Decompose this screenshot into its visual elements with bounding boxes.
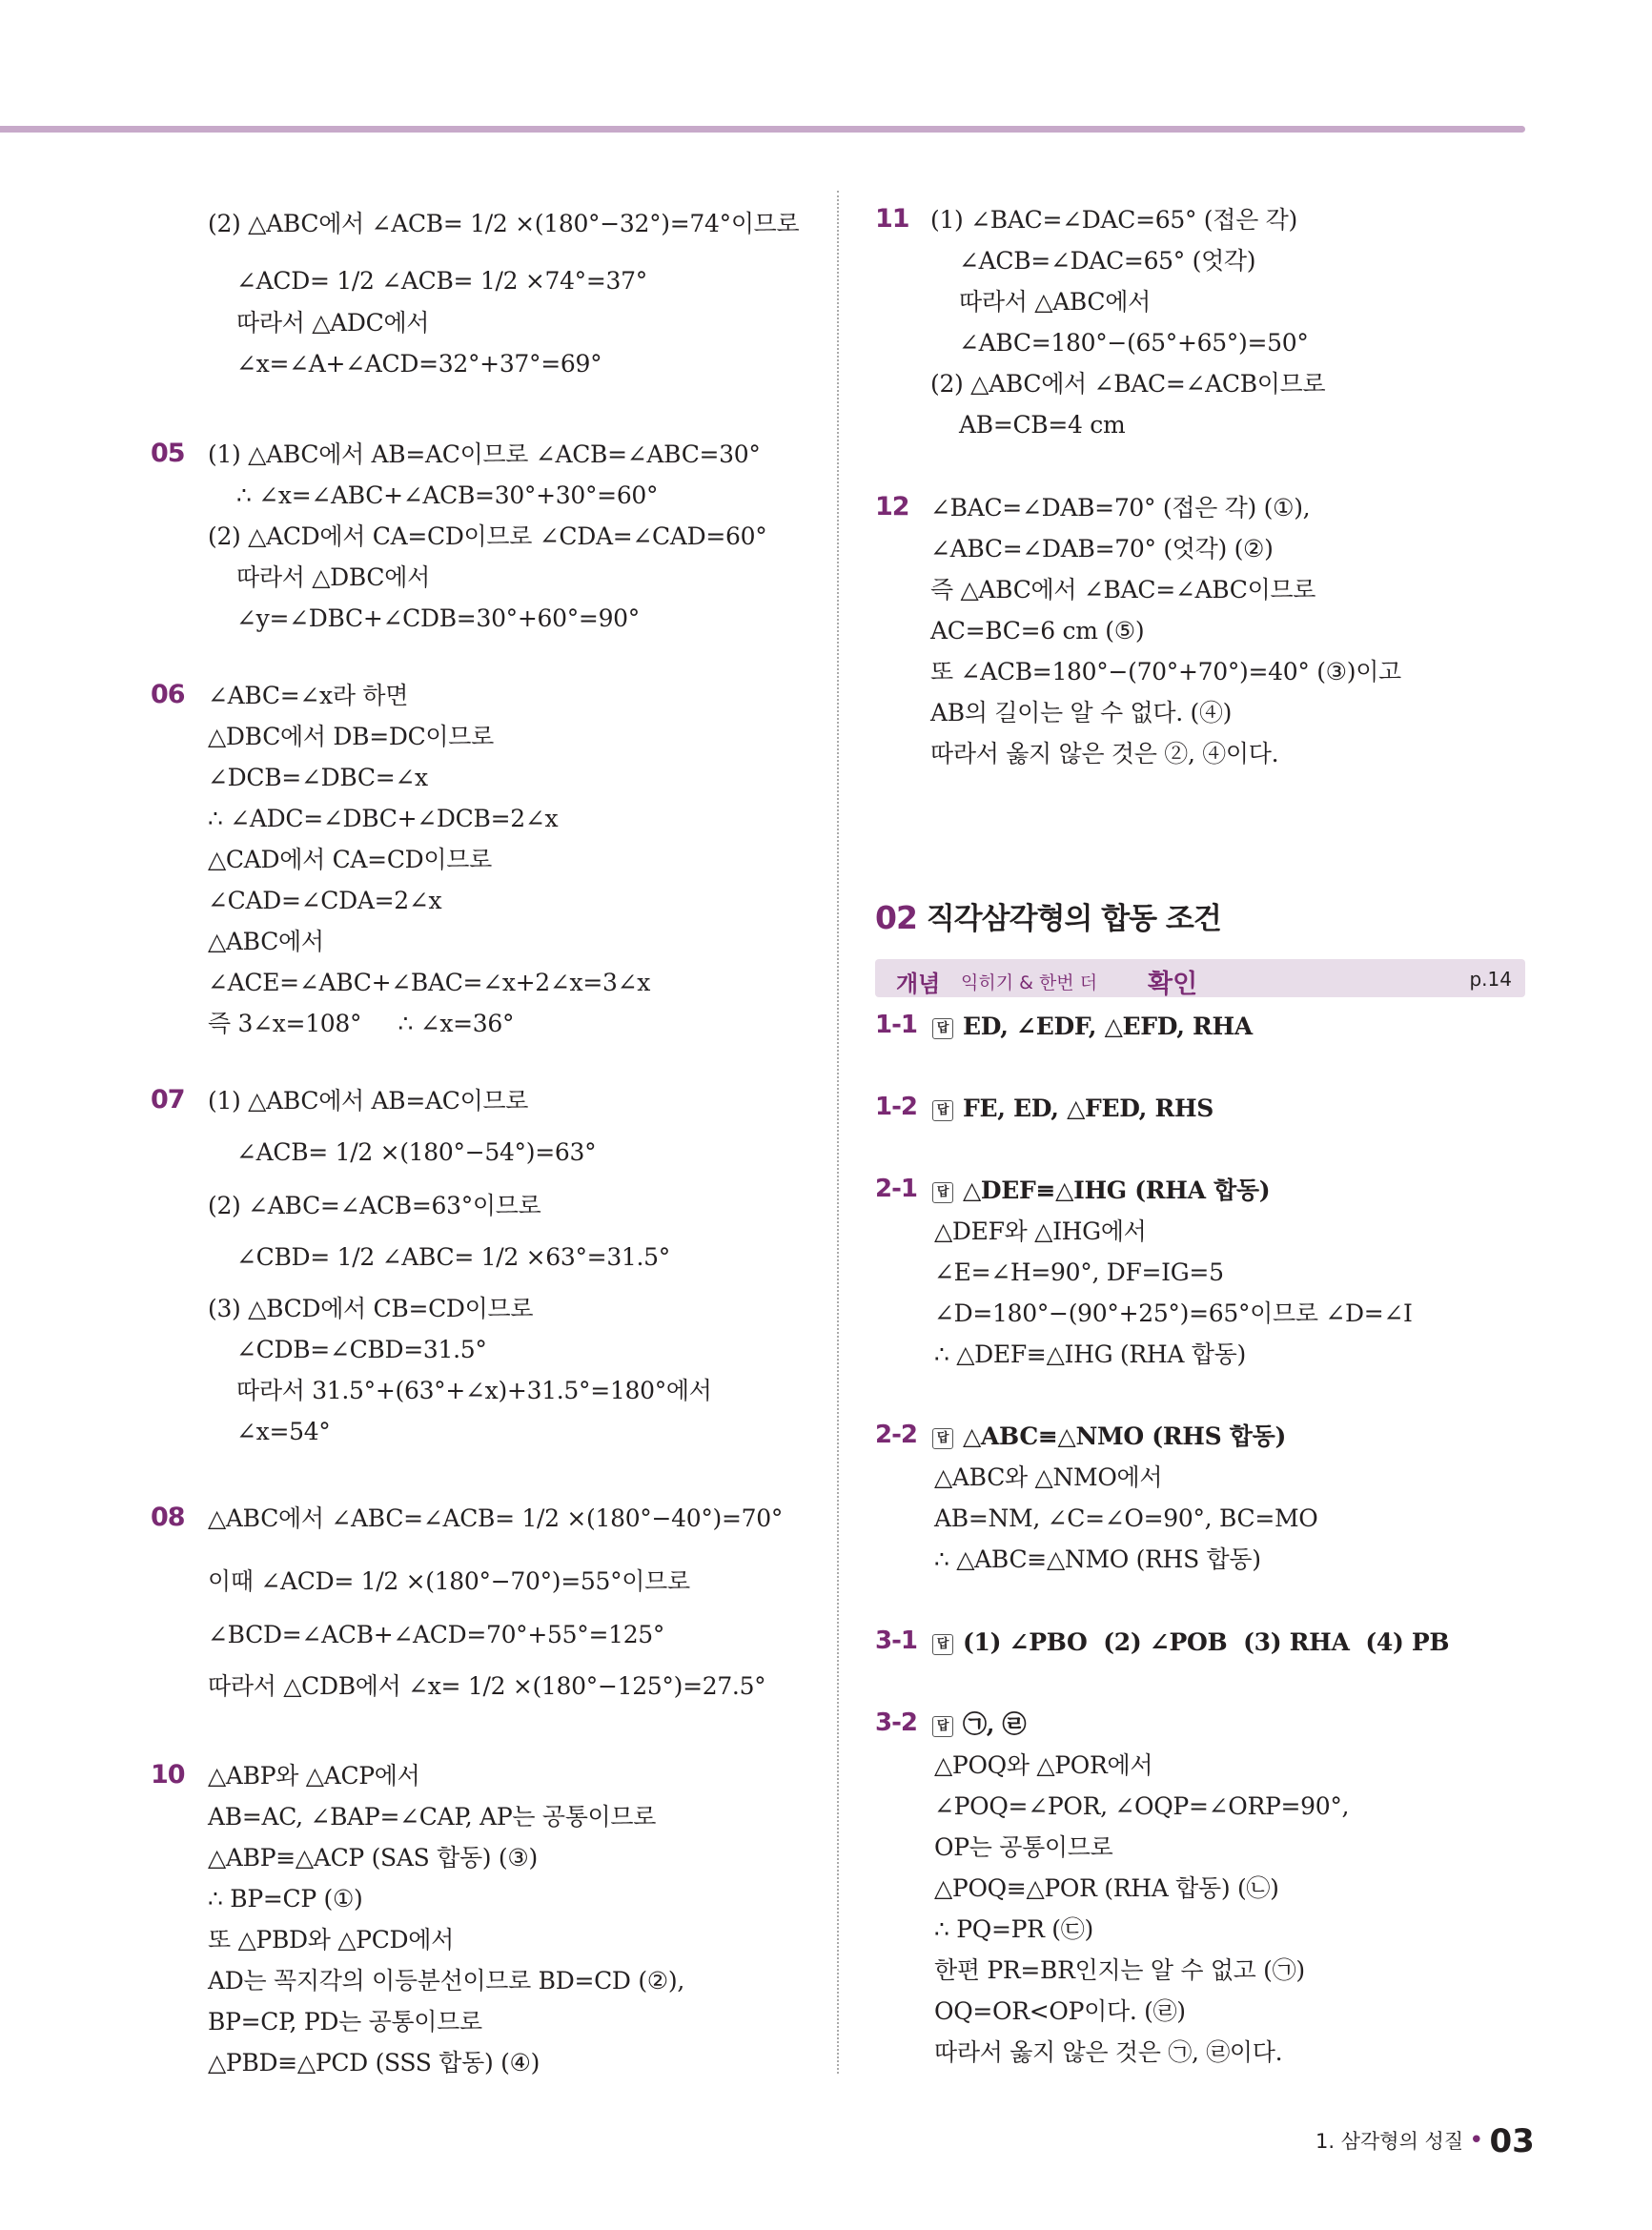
answer-icon: 답 — [932, 1100, 953, 1121]
answer-icon: 답 — [932, 1634, 953, 1655]
answer-icon: 답 — [932, 1716, 953, 1737]
solution-line: 따라서 △ADC에서 — [236, 309, 430, 337]
solution-line: ∠x=∠A+∠ACD=32°+37°=69° — [236, 350, 602, 378]
problem-number: 10 — [151, 1760, 185, 1790]
solution-line: 따라서 옳지 않은 것은 ㉠, ㉣이다. — [934, 2038, 1283, 2066]
answer-line — [932, 1095, 1214, 1123]
solution-line: 따라서 △CDB에서 ∠x= 1/2 ×(180°−125°)=27.5° — [208, 1672, 766, 1700]
solution-line: AC=BC=6 cm (⑤) — [930, 617, 1145, 644]
solution-line: △POQ와 △POR에서 — [934, 1751, 1153, 1779]
top-rule — [0, 126, 1525, 133]
solution-line: ∠DCB=∠DBC=∠x — [208, 764, 428, 791]
solution-line: (2) △ACD에서 CA=CD이므로 ∠CDA=∠CAD=60° — [208, 522, 767, 550]
problem-number: 2-2 — [875, 1421, 917, 1449]
solution-line: ∠x=54° — [236, 1418, 331, 1445]
solution-line: 따라서 31.5°+(63°+∠x)+31.5°=180°에서 — [236, 1377, 712, 1404]
solution-line: ∠CDB=∠CBD=31.5° — [236, 1336, 487, 1363]
solution-line: 따라서 △ABC에서 — [959, 288, 1151, 316]
footer-page-number: 03 — [1489, 2122, 1535, 2160]
solution-line: AB=NM, ∠C=∠O=90°, BC=MO — [934, 1504, 1318, 1532]
answer-text: △DEF≡△IHG (RHA 합동) — [963, 1176, 1271, 1204]
solution-line: 또 △PBD와 △PCD에서 — [208, 1926, 454, 1954]
solution-line: △CAD에서 CA=CD이므로 — [208, 846, 492, 873]
page-footer — [1315, 2122, 1535, 2160]
section-number: 02 — [875, 899, 917, 936]
solution-line: ∠CBD= 1/2 ∠ABC= 1/2 ×63°=31.5° — [236, 1243, 670, 1271]
band-label-concept: 개념 — [896, 971, 941, 997]
solution-line: ∠BCD=∠ACB+∠ACD=70°+55°=125° — [208, 1621, 665, 1648]
answer-text: △ABC≡△NMO (RHS 합동) — [963, 1422, 1287, 1450]
solution-line: △DBC에서 DB=DC이므로 — [208, 723, 494, 750]
problem-number: 05 — [151, 439, 185, 468]
answer-text: ㉠, ㉣ — [963, 1710, 1027, 1738]
solution-line: ∠POQ=∠POR, ∠OQP=∠ORP=90°, — [934, 1792, 1350, 1820]
band-label-practice: 익히기 & 한번 더 — [961, 972, 1098, 993]
footer-chapter: 1. 삼각형의 성질 — [1315, 2130, 1464, 2153]
solution-line: △DEF와 △IHG에서 — [934, 1217, 1147, 1245]
solution-line: 따라서 △DBC에서 — [236, 563, 430, 591]
answer-text: ED, ∠EDF, △EFD, RHA — [963, 1013, 1253, 1040]
solution-line: 즉 3∠x=108° ∴ ∠x=36° — [208, 1010, 515, 1037]
solution-line: BP=CP, PD는 공통이므로 — [208, 2008, 482, 2036]
problem-number: 07 — [151, 1085, 185, 1115]
solution-line: ∴ ∠x=∠ABC+∠ACB=30°+30°=60° — [236, 481, 659, 509]
band-page-ref: p.14 — [1469, 968, 1512, 991]
solution-line: △ABC와 △NMO에서 — [934, 1463, 1163, 1491]
problem-number: 2-1 — [875, 1175, 917, 1203]
solution-line: ∴ BP=CP (①) — [208, 1885, 363, 1913]
answer-text: FE, ED, △FED, RHS — [963, 1095, 1214, 1122]
answer-icon: 답 — [932, 1428, 953, 1449]
solution-line: ∴ PQ=PR (㉢) — [934, 1915, 1093, 1943]
solution-line: AB=CB=4 cm — [959, 411, 1126, 439]
solution-line: ∠ABC=∠x라 하면 — [208, 682, 409, 709]
answer-line — [932, 1176, 1270, 1205]
solution-line: ∴ △DEF≡△IHG (RHA 합동) — [934, 1340, 1246, 1368]
answer-icon: 답 — [932, 1018, 953, 1039]
solution-line: 또 ∠ACB=180°−(70°+70°)=40° (③)이고 — [930, 658, 1401, 685]
solution-line: (2) △ABC에서 ∠ACB= 1/2 ×(180°−32°)=74°이므로 — [208, 210, 800, 237]
problem-number: 3-2 — [875, 1708, 917, 1737]
solution-line: OQ=OR<OP이다. (㉣) — [934, 1997, 1186, 2025]
solution-line: AB=AC, ∠BAP=∠CAP, AP는 공통이므로 — [208, 1803, 657, 1831]
section-title — [875, 894, 1221, 937]
solution-line: ∠ABC=180°−(65°+65°)=50° — [959, 329, 1309, 357]
solution-line: △ABP≡△ACP (SAS 합동) (③) — [208, 1844, 538, 1872]
column-divider — [837, 191, 839, 2074]
problem-number: 12 — [875, 492, 909, 522]
solution-line: 한편 PR=BR인지는 알 수 없고 (㉠) — [934, 1956, 1305, 1984]
solution-line: (2) ∠ABC=∠ACB=63°이므로 — [208, 1192, 541, 1219]
problem-number: 3-1 — [875, 1626, 917, 1655]
section-title-text: 직각삼각형의 합동 조건 — [926, 902, 1221, 936]
problem-number: 1-2 — [875, 1093, 917, 1121]
solution-line: ∠ACB=∠DAC=65° (엇각) — [959, 247, 1256, 275]
answer-icon: 답 — [932, 1182, 953, 1203]
solution-line: (2) △ABC에서 ∠BAC=∠ACB이므로 — [930, 370, 1326, 398]
solution-line: (1) △ABC에서 AB=AC이므로 — [208, 1087, 529, 1115]
solution-line: OP는 공통이므로 — [934, 1833, 1113, 1861]
solution-line: ∠BAC=∠DAB=70° (접은 각) (①), — [930, 494, 1311, 522]
solution-line: (1) △ABC에서 AB=AC이므로 ∠ACB=∠ABC=30° — [208, 440, 761, 468]
solution-line: △PBD≡△PCD (SSS 합동) (④) — [208, 2049, 540, 2077]
solution-line: 따라서 옳지 않은 것은 ②, ④이다. — [930, 740, 1279, 767]
concept-check-band — [875, 959, 1525, 997]
problem-number: 1-1 — [875, 1011, 917, 1039]
solution-line: △ABC에서 — [208, 928, 324, 955]
solution-line: 이때 ∠ACD= 1/2 ×(180°−70°)=55°이므로 — [208, 1567, 690, 1595]
solution-line: ∠CAD=∠CDA=2∠x — [208, 887, 442, 914]
answer-line — [932, 1710, 1026, 1739]
answer-line — [932, 1013, 1253, 1041]
solution-line: (3) △BCD에서 CB=CD이므로 — [208, 1295, 534, 1322]
solution-line: ∠y=∠DBC+∠CDB=30°+60°=90° — [236, 604, 640, 632]
solution-line: ∠E=∠H=90°, DF=IG=5 — [934, 1258, 1224, 1286]
band-label-check: 확인 — [1148, 970, 1198, 999]
answer-line — [932, 1422, 1286, 1451]
solution-line: △ABP와 △ACP에서 — [208, 1762, 420, 1790]
solution-line: AD는 꼭지각의 이등분선이므로 BD=CD (②), — [208, 1967, 684, 1995]
footer-dot-icon: • — [1469, 2126, 1484, 2155]
solution-line: ∴ △ABC≡△NMO (RHS 합동) — [934, 1545, 1261, 1573]
problem-number: 08 — [151, 1503, 185, 1532]
solution-line: ∠ACB= 1/2 ×(180°−54°)=63° — [236, 1138, 597, 1166]
solution-line: ∠ABC=∠DAB=70° (엇각) (②) — [930, 535, 1274, 563]
solution-line: AB의 길이는 알 수 없다. (④) — [930, 699, 1233, 726]
solution-line: 즉 △ABC에서 ∠BAC=∠ABC이므로 — [930, 576, 1316, 604]
answer-line — [932, 1628, 1449, 1657]
solution-line: ∠ACE=∠ABC+∠BAC=∠x+2∠x=3∠x — [208, 969, 651, 996]
solution-line: ∠D=180°−(90°+25°)=65°이므로 ∠D=∠I — [934, 1299, 1413, 1327]
solution-line: △ABC에서 ∠ABC=∠ACB= 1/2 ×(180°−40°)=70° — [208, 1504, 784, 1532]
solution-line: ∴ ∠ADC=∠DBC+∠DCB=2∠x — [208, 805, 559, 832]
answer-text: (1) ∠PBO (2) ∠POB (3) RHA (4) PB — [963, 1628, 1450, 1656]
solution-line: △POQ≡△POR (RHA 합동) (㉡) — [934, 1874, 1279, 1902]
problem-number: 06 — [151, 680, 185, 709]
problem-number: 11 — [875, 204, 909, 234]
solution-line: ∠ACD= 1/2 ∠ACB= 1/2 ×74°=37° — [236, 267, 647, 295]
solution-line: (1) ∠BAC=∠DAC=65° (접은 각) — [930, 206, 1297, 234]
